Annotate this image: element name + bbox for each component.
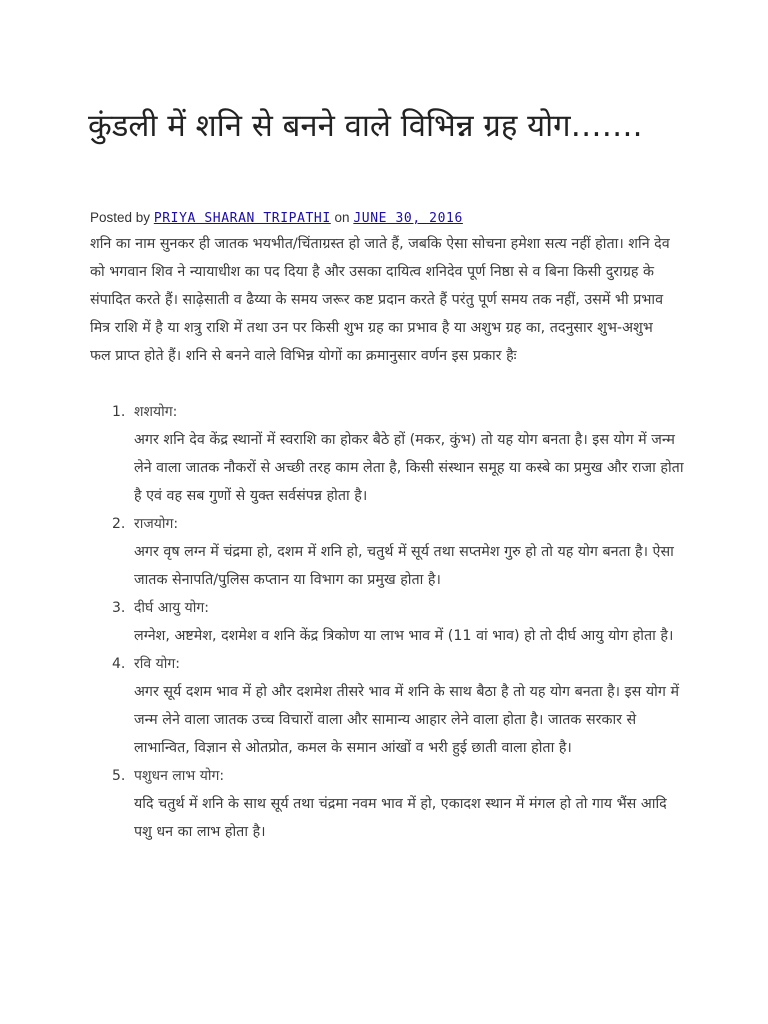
- list-item: [90, 650, 690, 762]
- list-item: [90, 594, 690, 650]
- list-number: 4.: [112, 656, 126, 672]
- list-item: [90, 398, 690, 510]
- yoga-title: राजयोग:: [134, 516, 179, 532]
- list-item: [90, 510, 690, 594]
- yoga-title: दीर्घ आयु योग:: [134, 600, 210, 616]
- yoga-description: लग्नेश, अष्टमेश, दशमेश व शनि केंद्र त्रिकोण या लाभ भाव में (11 वां भाव) हो तो दीर्घ आयु योग होता है।: [134, 628, 674, 644]
- yoga-description: अगर वृष लग्न में चंद्रमा हो, दशम में शनि हो, चतुर्थ में सूर्य तथा सप्तमेश गुरु हो तो यह योग बनता है। ऐसा जातक सेनापति/पुलिस कप्तान या विभाग का प्रमुख होता है।: [134, 544, 674, 588]
- intro-paragraph: शनि का नाम सुनकर ही जातक भयभीत/चिंताग्रस्त हो जाते हैं, जबकि ऐसा सोचना हमेशा सत्य नहीं होता। शनि देव को भगवान शिव ने न्यायाधीश का पद दिया है और उसका दायित्व शनिदेव पूर्ण निष्ठा से व बिना किसी दुराग्रह के संपादित करते हैं। साढ़ेसाती व ढैय्या के समय जरूर कष्ट प्रदान करते हैं परंतु पूर्ण समय तक नहीं, उसमें भी प्रभाव मित्र राशि में है या शत्रु राशि में तथा उन पर किसी शुभ ग्रह का प्रभाव है या अशुभ ग्रह का, तदनुसार शुभ-अशुभ फल प्राप्त होते हैं। शनि से बनने वाले विभिन्न योगों का क्रमानुसार वर्णन इस प्रकार हैः: [90, 236, 670, 364]
- yoga-description: अगर शनि देव केंद्र स्थानों में स्वराशि का होकर बैठे हों (मकर, कुंभ) तो यह योग बनता है। इस योग में जन्म लेने वाला जातक नौकरों से अच्छी तरह काम लेता है, किसी संस्थान समूह या कस्बे का प्रमुख और राजा होता है एवं वह सब गुणों से युक्त सर्वसंपन्न होता है।: [134, 432, 684, 504]
- list-number: 5.: [112, 768, 126, 784]
- author-link[interactable]: PRIYA SHARAN TRIPATHI: [153, 211, 331, 226]
- yoga-title: शशयोग:: [134, 404, 178, 420]
- posted-by-label: Posted by: [90, 210, 151, 225]
- date-link[interactable]: JUNE 30, 2016: [353, 211, 463, 226]
- list-number: 3.: [112, 600, 126, 616]
- list-number: 2.: [112, 516, 126, 532]
- list-number: 1.: [112, 404, 126, 420]
- yoga-description: अगर सूर्य दशम भाव में हो और दशमेश तीसरे भाव में शनि के साथ बैठा है तो यह योग बनता है। इस योग में जन्म लेने वाला जातक उच्च विचारों वाला और सामान्य आहार लेने वाला होता है। जातक सरकार से लाभान्वित, विज्ञान से ओतप्रोत, कमल के समान आंखों व भरी हुई छाती वाला होता है।: [134, 684, 680, 756]
- yoga-description: यदि चतुर्थ में शनि के साथ सूर्य तथा चंद्रमा नवम भाव में हो, एकादश स्थान में मंगल हो तो गाय भैंस आदि पशु धन का लाभ होता है।: [134, 796, 667, 840]
- post-meta: [90, 210, 463, 226]
- yoga-title: पशुधन लाभ योग:: [134, 768, 225, 784]
- article-title: कुंडली में शनि से बनने वाले विभिन्न ग्रह योग…….: [88, 108, 643, 144]
- yoga-title: रवि योग:: [134, 656, 180, 672]
- yoga-list: [90, 398, 690, 846]
- list-item: [90, 762, 690, 846]
- on-label: on: [334, 210, 350, 225]
